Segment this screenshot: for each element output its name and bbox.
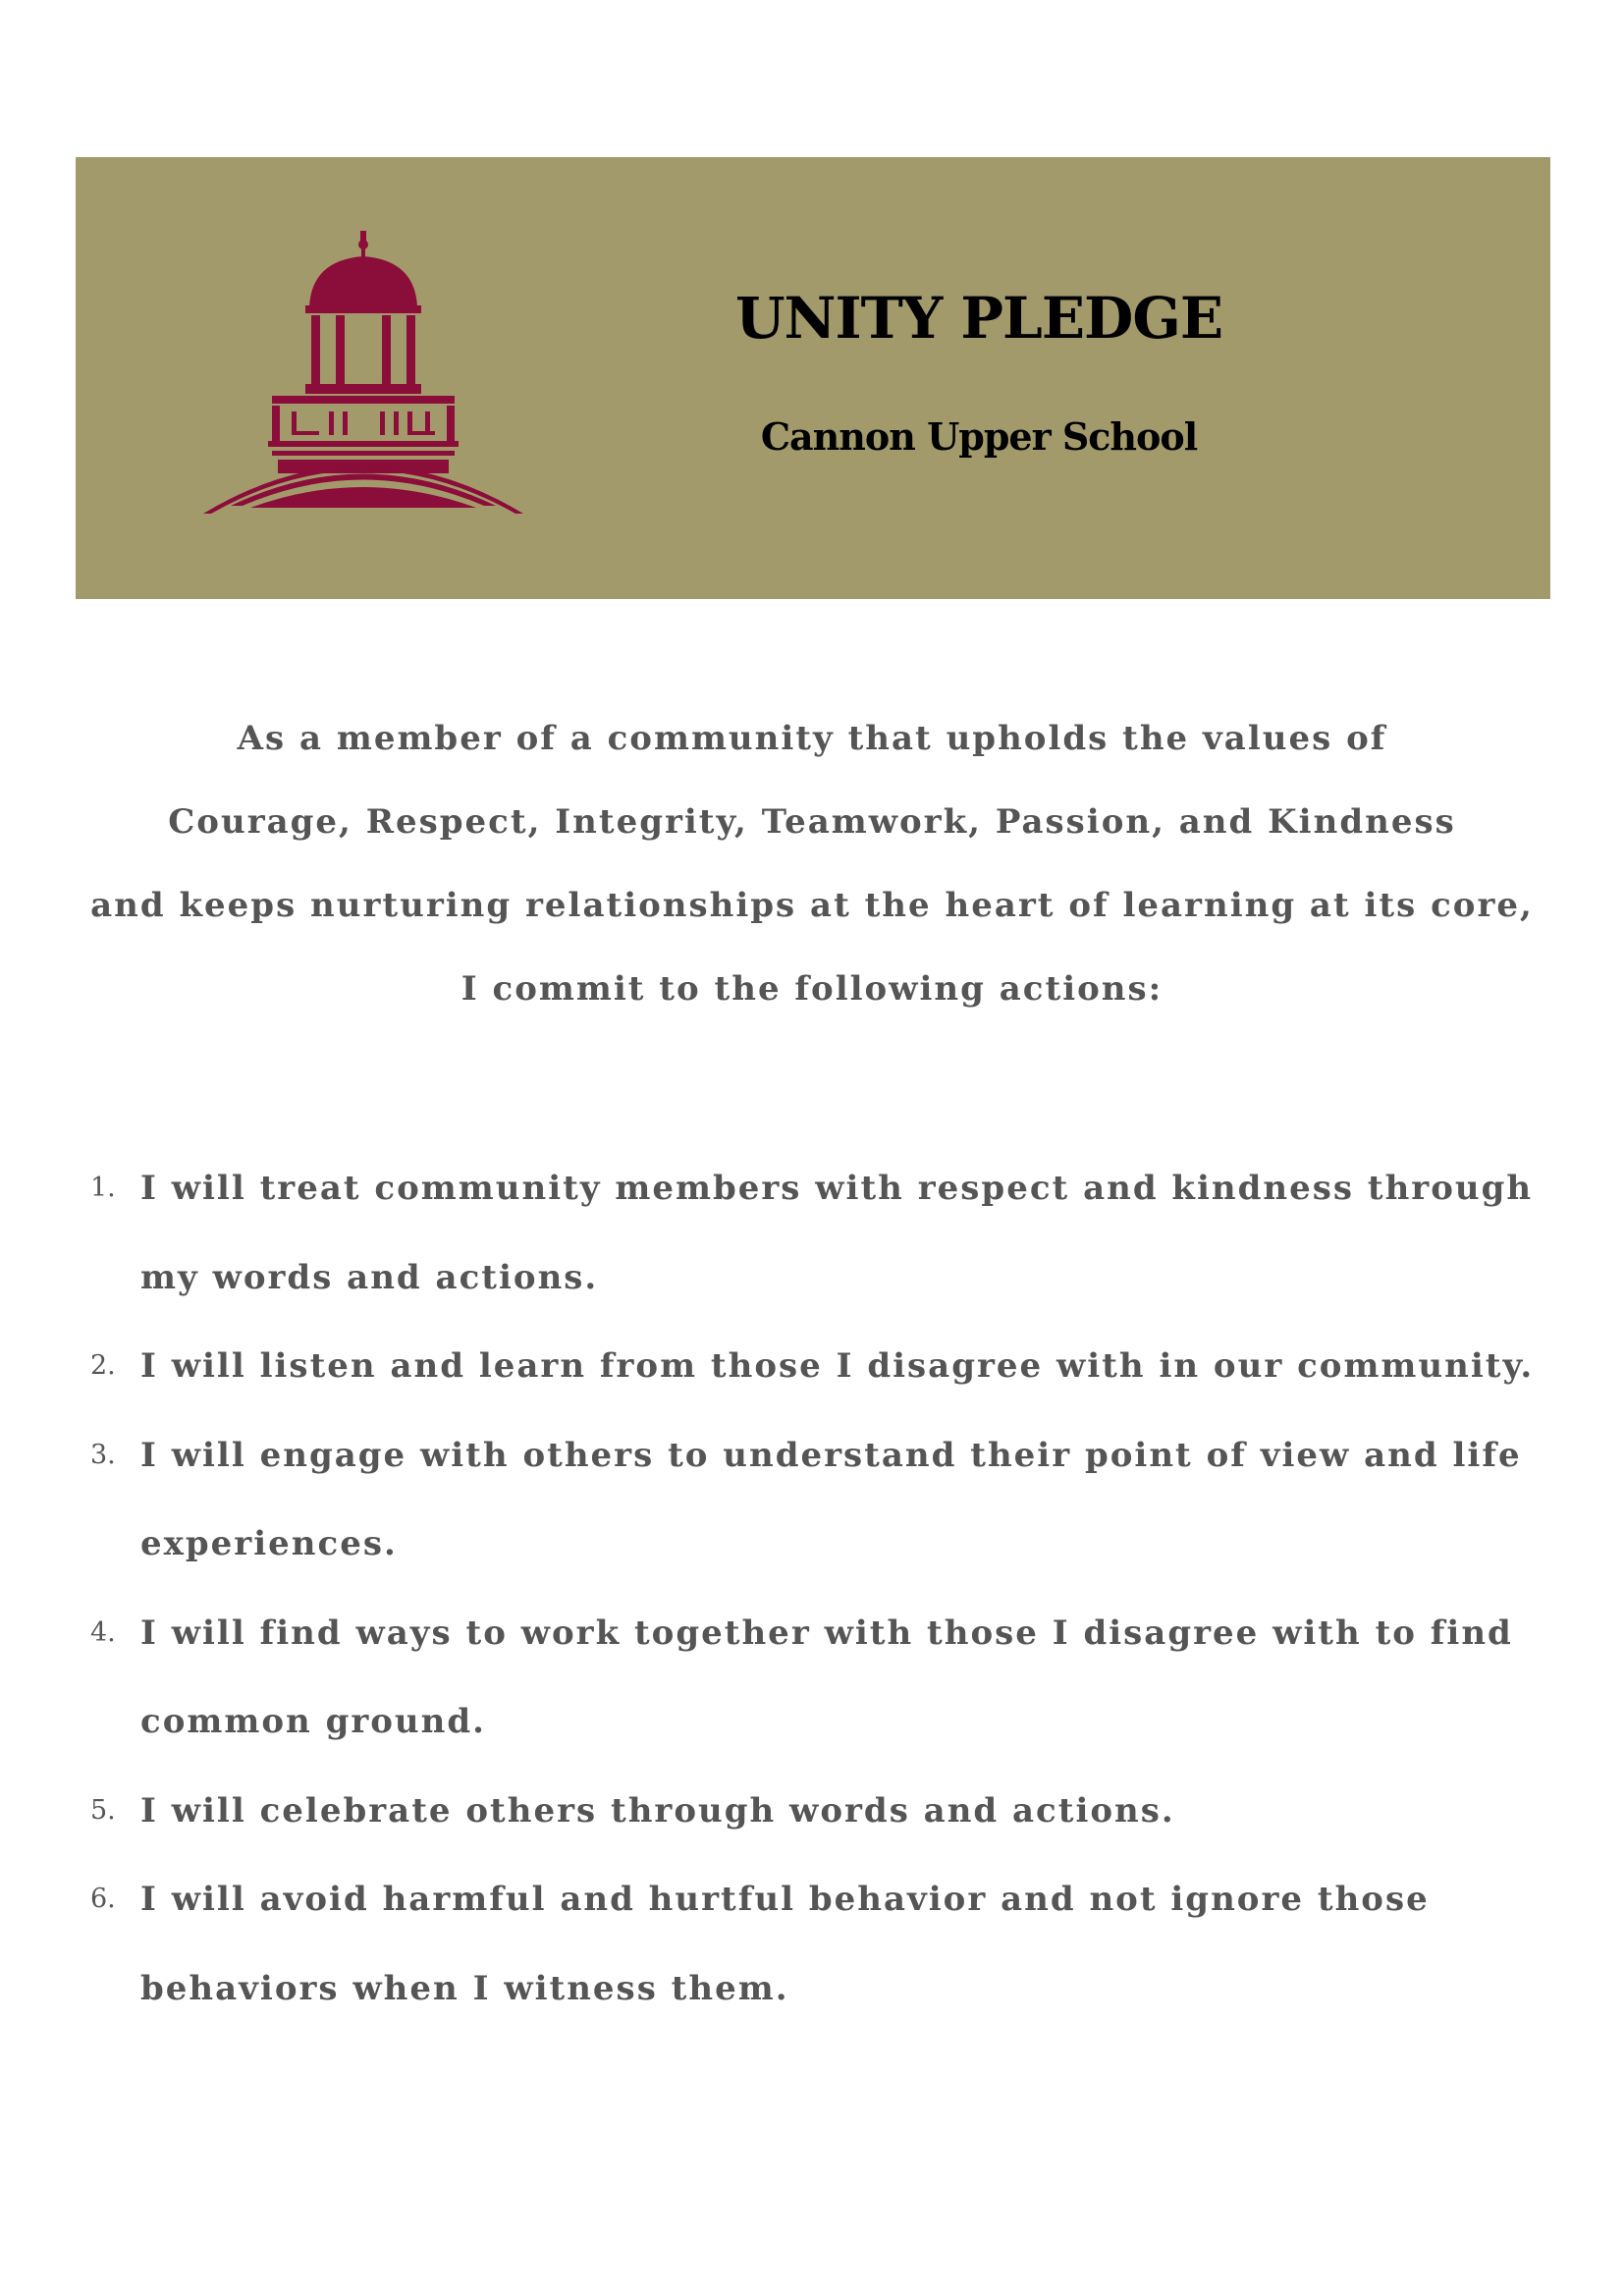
intro-line: As a member of a community that upholds the values of xyxy=(237,719,1387,758)
pledge-text: I will avoid harmful and hurtful behavior and not ignore those behaviors when I witness them. xyxy=(140,1880,1430,2008)
pledge-number: 5. xyxy=(90,1794,116,1826)
pledge-number: 2. xyxy=(90,1350,116,1381)
intro-line: and keeps nurturing relationships at the heart of learning at its core, xyxy=(90,886,1534,925)
pledge-item xyxy=(76,1411,1578,1589)
pledge-item xyxy=(76,1322,1578,1411)
pledge-item xyxy=(76,1144,1578,1322)
pledge-text: I will find ways to work together with those I disagree with to find common ground. xyxy=(140,1613,1513,1741)
intro-statement xyxy=(76,705,1548,1039)
header-banner xyxy=(76,157,1550,599)
pledge-item xyxy=(76,1589,1578,1767)
intro-line: Courage, Respect, Integrity, Teamwork, Passion, and Kindness xyxy=(168,802,1456,842)
pledge-text: I will treat community members with respect and kindness through my words and actions. xyxy=(140,1169,1534,1297)
pledge-text: I will engage with others to understand their point of view and life experiences. xyxy=(140,1435,1522,1563)
pledge-list xyxy=(76,1144,1578,2033)
pledge-number: 1. xyxy=(90,1173,116,1203)
pledge-item xyxy=(76,1767,1578,1856)
pledge-text: I will listen and learn from those I disagree with in our community. xyxy=(140,1346,1535,1386)
school-name: Cannon Upper School xyxy=(760,414,1198,459)
page-title: UNITY PLEDGE xyxy=(734,285,1223,352)
pledge-text: I will celebrate others through words and actions. xyxy=(140,1790,1175,1831)
intro-line: I commit to the following actions: xyxy=(460,969,1164,1009)
school-cupola-icon xyxy=(203,231,527,516)
pledge-item xyxy=(76,1855,1578,2033)
pledge-number: 4. xyxy=(90,1616,116,1648)
pledge-number: 3. xyxy=(90,1439,116,1470)
pledge-number: 6. xyxy=(90,1884,116,1914)
